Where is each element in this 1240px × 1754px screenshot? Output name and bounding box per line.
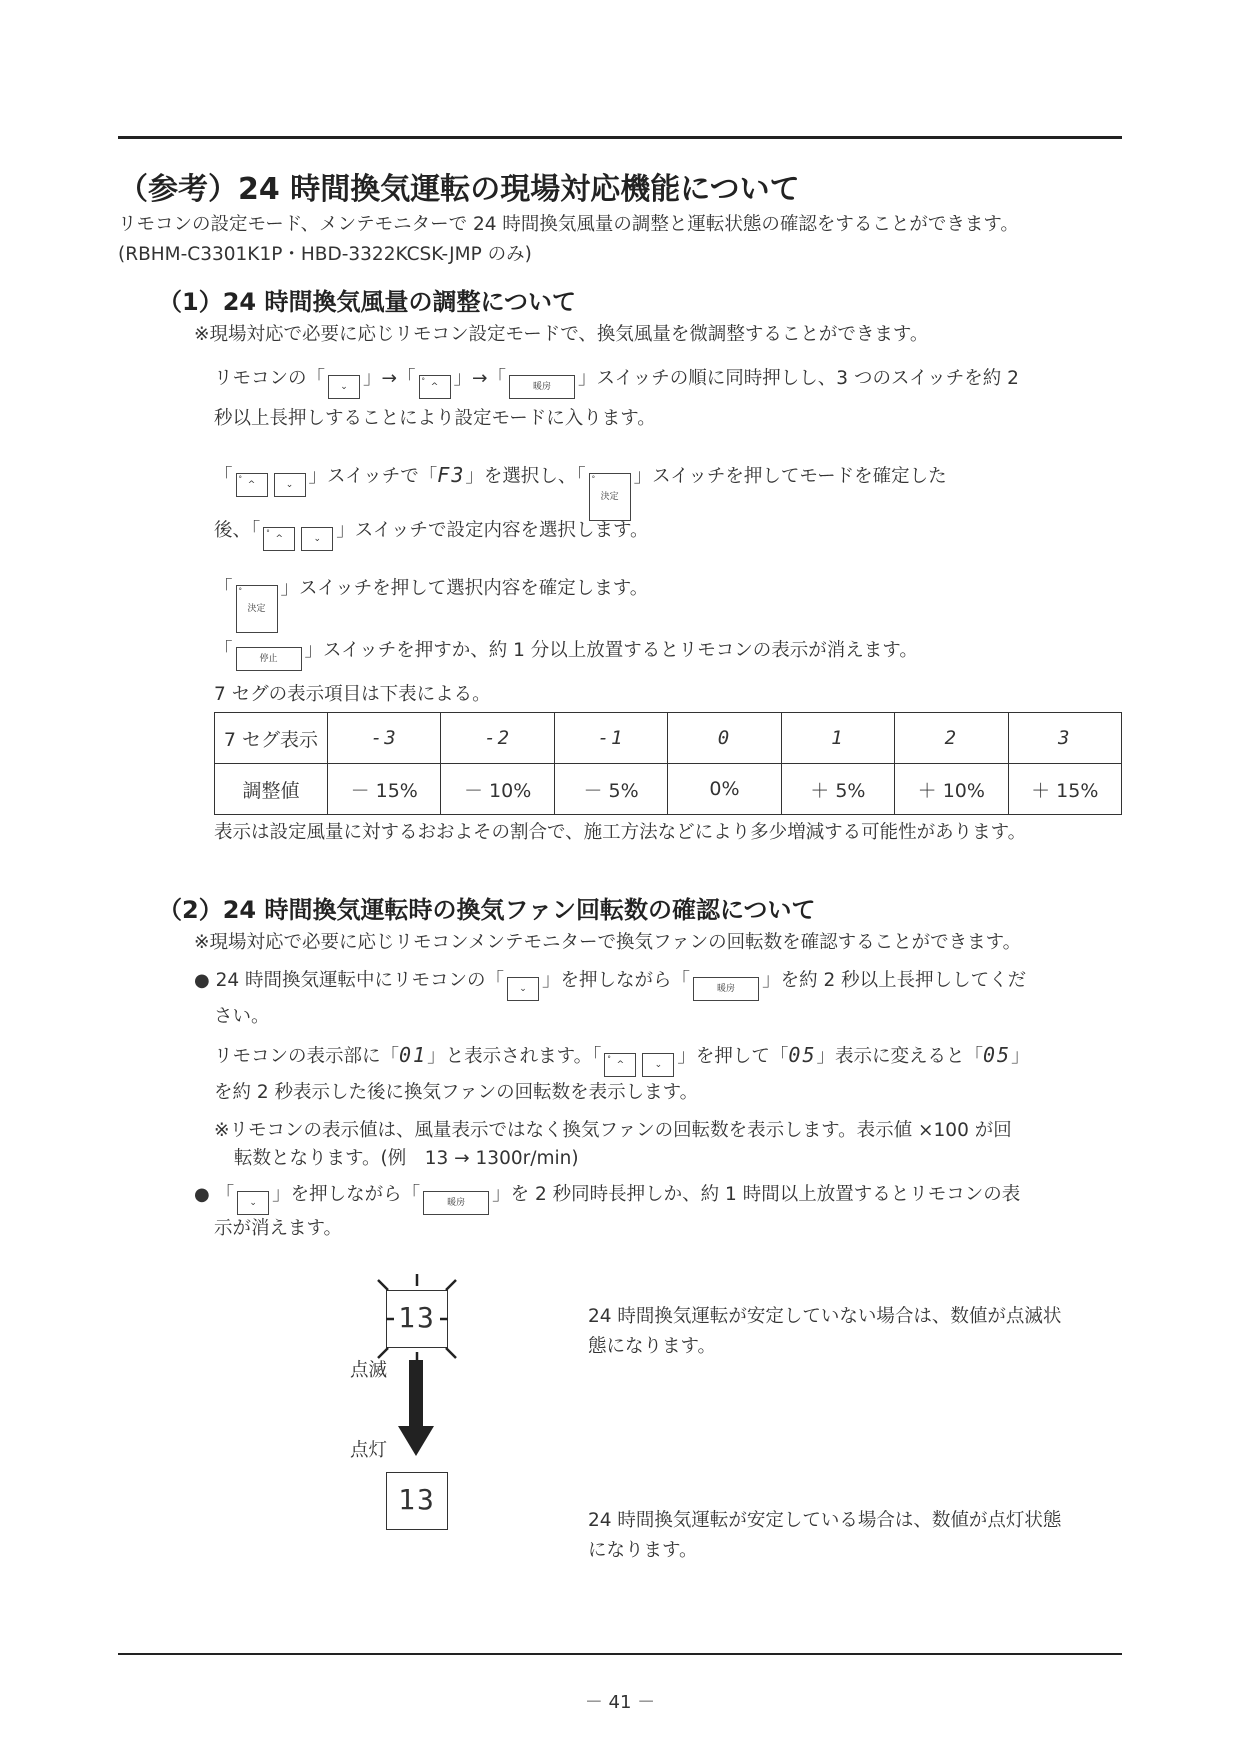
step-1-text-d: 」スイッチの順に同時押しし、3 つのスイッチを約 2	[578, 368, 1019, 389]
down-switch-icon	[274, 473, 306, 497]
up-switch-glyph: ^	[616, 1060, 625, 1070]
step-1-line-1	[214, 364, 1019, 399]
down-switch-glyph: ⌄	[340, 382, 348, 392]
down-switch-icon	[507, 977, 539, 1001]
section-2-heading: （2）24 時間換気運転時の換気ファン回転数の確認について	[158, 896, 816, 924]
section-1-heading: （1）24 時間換気風量の調整について	[158, 288, 576, 316]
page-number: － 41 －	[584, 1692, 656, 1713]
stable-text-2: になります。	[588, 1540, 698, 1561]
down-switch-icon	[328, 375, 360, 399]
table-cell-adjust: 0%	[668, 764, 781, 815]
down-switch-glyph: ⌄	[519, 984, 527, 994]
down-switch-icon	[301, 527, 333, 551]
step-1-line-2: 秒以上長押しすることにより設定モードに入ります。	[214, 408, 656, 429]
table-cell-seg: -3	[328, 713, 441, 764]
top-rule	[118, 136, 1122, 139]
label-blink: 点滅	[350, 1360, 388, 1381]
bullet-1-line-1	[194, 966, 1026, 1001]
step-4-line	[214, 636, 918, 671]
heat-switch-label: 暖房	[447, 1198, 466, 1208]
bullet-2-text-b: 」を押しながら「	[272, 1184, 421, 1205]
table-cell-adjust: ＋ 15%	[1008, 764, 1121, 815]
step-4-text-a: 「	[214, 640, 233, 661]
step-1-text-a: リモコンの「	[214, 368, 326, 389]
heat-switch-icon	[693, 977, 759, 1001]
seg-code-05: 05	[788, 1043, 817, 1067]
seg-code-05: 05	[983, 1043, 1012, 1067]
remark-line-1: ※リモコンの表示値は、風量表示ではなく換気ファンの回転数を表示します。表示値 ×100 が回	[214, 1120, 1012, 1141]
decide-switch-label: 決定	[247, 604, 266, 614]
switch-dot: °	[238, 587, 243, 595]
down-switch-glyph: ⌄	[249, 1198, 257, 1208]
arrow-down-icon	[398, 1360, 434, 1456]
switch-dot: °	[607, 1055, 611, 1063]
step-3-text-a: 「	[214, 578, 233, 599]
bullet-2-line-1	[194, 1180, 1020, 1215]
display-line-1	[214, 1042, 1030, 1077]
table-cell-seg: -1	[554, 713, 667, 764]
up-switch-icon	[604, 1053, 636, 1077]
bottom-rule	[118, 1653, 1122, 1655]
bullet-1-text-b: 」を押しながら「	[542, 970, 691, 991]
table-cell-adjust: ＋ 10%	[895, 764, 1008, 815]
table-cell-adjust: － 10%	[441, 764, 554, 815]
heat-switch-icon	[509, 375, 575, 399]
table-cell-adjust: － 5%	[554, 764, 667, 815]
page-title: （参考）24 時間換気運転の現場対応機能について	[118, 172, 800, 207]
stable-text-1: 24 時間換気運転が安定している場合は、数値が点灯状態	[588, 1510, 1062, 1531]
table-note: 表示は設定風量に対するおおよその割合で、施工方法などにより多少増減する可能性があります。	[214, 822, 1027, 843]
table-cell-seg: 2	[895, 713, 1008, 764]
step-4-text-b: 」スイッチを押すか、約 1 分以上放置するとリモコンの表示が消えます。	[304, 640, 918, 661]
label-on: 点灯	[350, 1440, 388, 1461]
step-2-text-a: 「	[214, 466, 233, 487]
table-row-seg	[215, 713, 1122, 764]
display-text-b: 」と表示されます。「	[427, 1046, 602, 1067]
section-2-note: ※現場対応で必要に応じリモコンメンテモニターで換気ファンの回転数を確認することができます。	[194, 932, 1022, 953]
table-cell-seg: 1	[781, 713, 894, 764]
switch-dot: °	[238, 475, 243, 483]
step-2-text-e: 後、「	[214, 520, 261, 541]
down-switch-glyph: ⌄	[285, 480, 294, 490]
steady-display-value: 13	[398, 1483, 436, 1516]
display-text-a: リモコンの表示部に「	[214, 1046, 400, 1067]
table-header-adjust: 調整値	[215, 764, 328, 815]
up-switch-icon	[236, 473, 268, 497]
switch-dot: °	[421, 377, 426, 385]
intro-line-2: (RBHM-C3301K1P・HBD-3322KCSK-JMP のみ)	[118, 244, 532, 265]
bullet-1-text-a: 24 時間換気運転中にリモコンの「	[215, 970, 505, 991]
up-switch-glyph: ^	[275, 534, 284, 544]
seven-seg-table	[214, 712, 1122, 815]
bullet-1-line-2: さい。	[214, 1006, 270, 1027]
bullet-dot-icon: ●	[194, 1184, 210, 1205]
display-line-2: を約 2 秒表示した後に換気ファンの回転数を表示します。	[214, 1082, 699, 1103]
step-2-text-f: 」スイッチで設定内容を選択します。	[336, 520, 649, 541]
steady-display	[386, 1472, 448, 1530]
decide-switch-label: 決定	[600, 492, 619, 502]
down-switch-icon	[237, 1191, 269, 1215]
heat-switch-label: 暖房	[717, 984, 736, 994]
remark-line-2: 転数となります。(例 13 → 1300r/min)	[234, 1148, 579, 1169]
up-switch-glyph: ^	[430, 382, 439, 392]
table-cell-adjust: － 15%	[328, 764, 441, 815]
step-3-line	[214, 574, 648, 633]
heat-switch-label: 暖房	[533, 382, 552, 392]
heat-switch-icon	[423, 1191, 489, 1215]
table-header-seg: 7 セグ表示	[215, 713, 328, 764]
table-cell-seg: 3	[1008, 713, 1121, 764]
down-switch-glyph: ⌄	[313, 534, 322, 544]
step-1-text-c: 」→「	[453, 368, 507, 389]
seg-code-01: 01	[399, 1043, 428, 1067]
table-cell-seg: -2	[441, 713, 554, 764]
unstable-text-2: 態になります。	[588, 1336, 717, 1357]
bullet-2-text-a: 「	[215, 1184, 235, 1205]
bullet-2-line-2: 示が消えます。	[214, 1218, 343, 1239]
blinking-display-value: 13	[398, 1301, 436, 1334]
up-switch-icon	[263, 527, 295, 551]
table-cell-adjust: ＋ 5%	[781, 764, 894, 815]
table-row-adjust	[215, 764, 1122, 815]
step-2-line-2	[214, 516, 649, 551]
step-1-text-b: 」→「	[363, 368, 416, 389]
intro-line-1: リモコンの設定モード、メンテモニターで 24 時間換気風量の調整と運転状態の確認をすることができます。	[118, 214, 1019, 235]
up-switch-icon	[419, 375, 451, 399]
step-2-text-b: 」スイッチで「	[308, 466, 438, 487]
blink-rays-icon	[372, 1274, 462, 1364]
decide-switch-icon	[589, 473, 631, 521]
down-switch-glyph: ⌄	[654, 1060, 663, 1070]
display-text-c: 」を押して「	[677, 1046, 789, 1067]
display-text-d: 」表示に変えると「	[816, 1046, 984, 1067]
step-2-line-1	[214, 462, 947, 521]
bullet-dot-icon: ●	[194, 970, 210, 991]
step-3-text-b: 」スイッチを押して選択内容を確定します。	[280, 578, 649, 599]
stop-switch-label: 停止	[259, 654, 278, 664]
switch-dot: °	[591, 475, 596, 483]
table-cell-seg: 0	[668, 713, 781, 764]
display-text-e: 」	[1011, 1046, 1030, 1067]
table-caption: 7 セグの表示項目は下表による。	[214, 684, 491, 705]
step-2-text-c: 」を選択し、「	[465, 466, 586, 487]
section-1-note: ※現場対応で必要に応じリモコン設定モードで、換気風量を微調整することができます。	[194, 324, 929, 345]
seg-code-f3: F3	[437, 463, 466, 487]
down-switch-icon	[642, 1053, 674, 1077]
up-switch-glyph: ^	[247, 480, 256, 490]
switch-dot: °	[266, 529, 270, 537]
step-2-text-d: 」スイッチを押してモードを確定した	[633, 466, 947, 487]
unstable-text-1: 24 時間換気運転が安定していない場合は、数値が点滅状	[588, 1306, 1062, 1327]
decide-switch-icon	[236, 585, 278, 633]
bullet-1-text-c: 」を約 2 秒以上長押ししてくだ	[762, 970, 1027, 991]
bullet-2-text-c: 」を 2 秒同時長押しか、約 1 時間以上放置するとリモコンの表	[492, 1184, 1021, 1205]
stop-switch-icon	[236, 647, 302, 671]
